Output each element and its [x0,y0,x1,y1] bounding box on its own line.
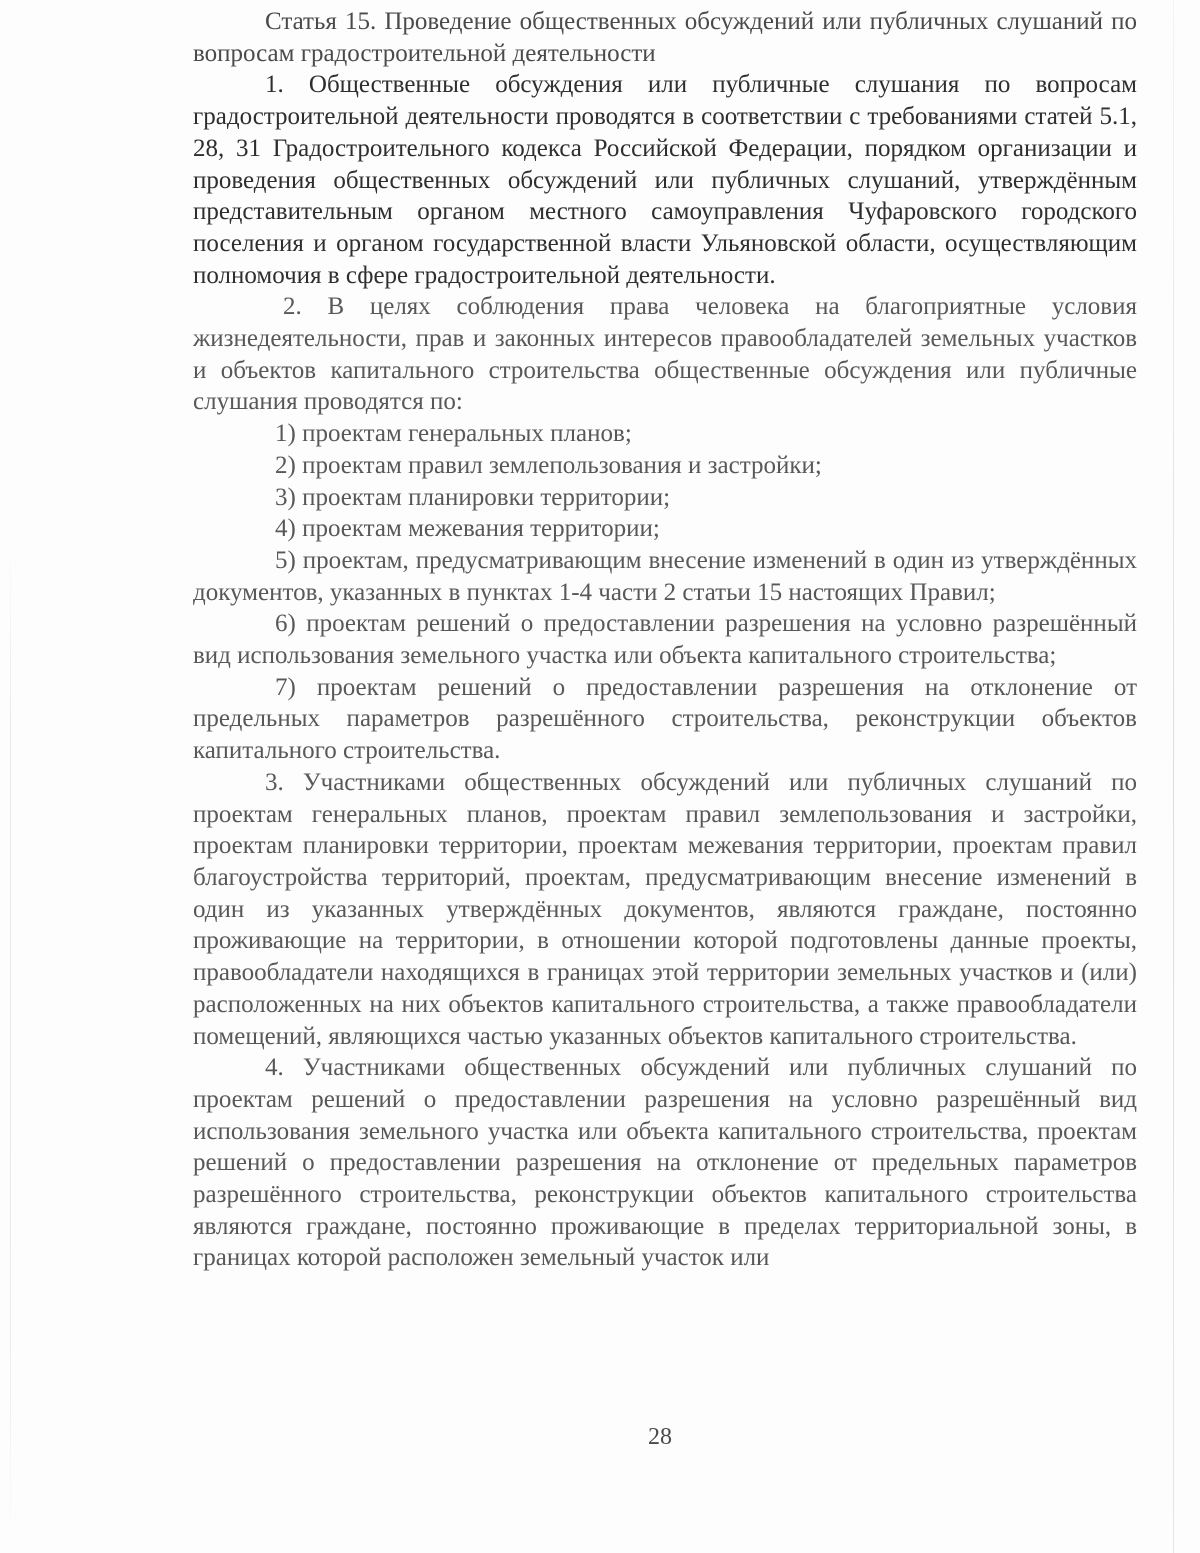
paragraph-3: 3. Участниками общественных обсуждений или публичных слушаний по проектам генеральных планов, проектам правил землепользования и застройки, проектам планировки территории, проектам межевания территории, проектам правил благоустройства территорий, проектам, предусматривающим внесение изменений в один из указанных утверждённых документов, являются граждане, постоянно проживающие на территории, в отношении которой подготовлены данные проекты, правообладатели находящихся в границах этой территории земельных участков и (или) расположенных на них объектов капитального строительства, а также правообладатели помещений, являющихся частью указанных объектов капитального строительства. [193,768,1137,1050]
article-heading: Статья 15. Проведение общественных обсуждений или публичных слушаний по вопросам градостроительной деятельности [193,8,1137,67]
list-item-6: 6) проектам решений о предоставлении разрешения на условно разрешённый вид использования земельного участка или объекта капитального строительства; [193,610,1137,670]
document-body [193,6,1137,1274]
list-item-1: 1) проектам генеральных планов; [275,420,632,448]
paragraph-4: 4. Участниками общественных обсуждений или публичных слушаний по проектам решений о предоставлении разрешения на условно разрешённый вид использования земельного участка или объекта капитального строительства, проектам решений о предоставлении разрешения на отклонение от предельных параметров разрешённого строительства, реконструкции объектов капитального строительства являются граждане, постоянно проживающие в пределах территориальной зоны, в границах которой расположен земельный участок или [193,1054,1137,1272]
list-item-3: 3) проектам планировки территории; [275,483,671,511]
paragraph-1: 1. Общественные обсуждения или публичные слушания по вопросам градостроительной деятельности проводятся в соответствии с требованиями статей 5.1, 28, 31 Градостроительного кодекса Российской Федерации, порядком организации и проведения общественных обсуждений или публичных слушаний, утверждённым представительным органом местного самоуправления Чуфаровского городского поселения и органом государственной власти Ульяновской области, осуществляющим полномочия в сфере градостроительной деятельности. [193,71,1137,289]
page-number: 28 [648,1424,672,1450]
list-item-7: 7) проектам решений о предоставлении разрешения на отклонение от предельных параметров разрешённого строительства, реконструкции объектов капитального строительства. [193,673,1137,765]
paragraph-2: 2. В целях соблюдения права человека на благоприятные условия жизнедеятельности, прав и законных интересов правообладателей земельных участков и объектов капитального строительства общественные обсуждения или публичные слушания проводятся по: [193,293,1137,416]
list-item-5: 5) проектам, предусматривающим внесение изменений в один из утверждённых документов, указанных в пунктах 1-4 части 2 статьи 15 настоящих Правил; [193,546,1137,606]
list-item-2: 2) проектам правил землепользования и застройки; [275,451,822,479]
list-item-4: 4) проектам межевания территории; [275,515,660,543]
